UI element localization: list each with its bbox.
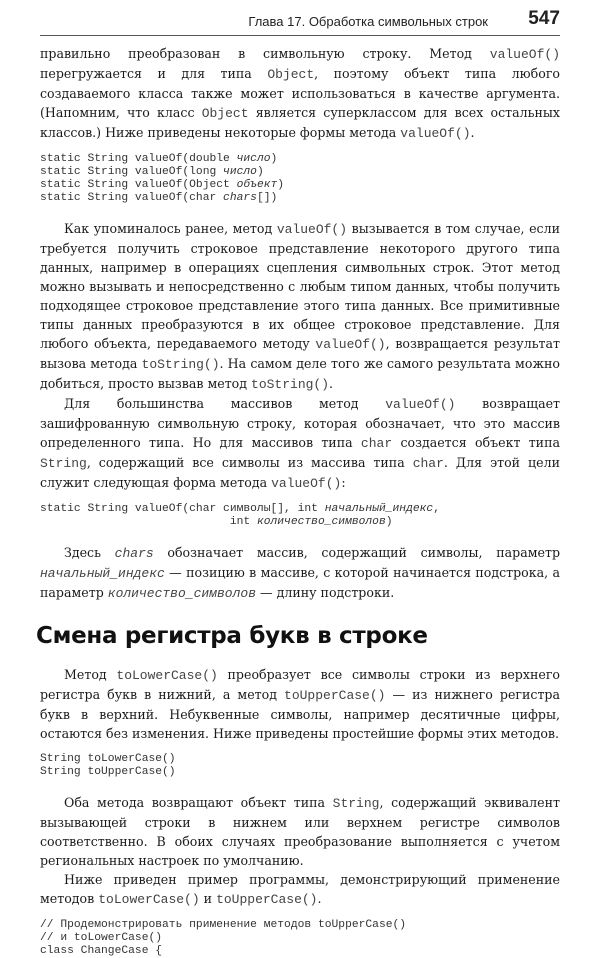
page-number: 547 (528, 8, 560, 29)
code-block-valueof-forms: static String valueOf(double число) static String valueOf(long число) static String valueOf(Object объект) static String valueOf(char chars[]) (40, 153, 285, 204)
inline-code: valueOf() (400, 126, 471, 141)
inline-code: valueOf() (315, 337, 386, 352)
running-header (40, 8, 560, 30)
code-block-case-methods: String toLowerCase() String toUpperCase() (40, 753, 176, 778)
inline-code: Object (201, 106, 249, 121)
inline-code: char (412, 456, 444, 471)
inline-code: String (40, 456, 87, 471)
inline-code: char (360, 436, 393, 451)
inline-param: начальный_индекс (40, 566, 165, 581)
paragraph: Метод toLowerCase() преобразует все символы строки из верхнего регистра букв в нижний, а метод toUpperCase() — из нижнего регистра букв в верхний. Небуквенные символы, например десятичные цифры, остаются без изменения. Ниже приведены простейшие формы этих методов. (40, 667, 560, 741)
paragraph: правильно преобразован в символьную строку. Метод valueOf() перегружается и для типа Object, поэтому объект типа любого создаваемого класса также может использоваться в качестве аргумента. (Напомним, что класс Object является суперклассом для всех остальных классов.) Ниже приведены некоторые формы метода valueOf(). (40, 46, 560, 141)
inline-param: количество_символов (107, 586, 256, 601)
inline-code: toString() (251, 377, 330, 392)
paragraph: Здесь chars обозначает массив, содержащий символы, параметр начальный_индекс — позицию в массиве, с которой начинается подстрока, а параметр количество_символов — длину подстроки. (40, 545, 561, 601)
code-block-valueof-char-array: static String valueOf(char символы[], int начальный_индекс, int количество_символов) (40, 503, 440, 528)
code-block-program: // Продемонстрировать применение методов toUpperCase() // и toLowerCase() class ChangeCase { (40, 919, 407, 957)
header-rule (40, 35, 560, 36)
inline-code: toLowerCase() (116, 668, 218, 683)
inline-code: valueOf() (385, 397, 456, 412)
paragraph: Для большинства массивов метод valueOf() возвращает зашифрованную символьную строку, которая обозначает, что это массив определенного типа. Но для массивов типа char создается объект типа String, содержащий все символы из массива типа char. Для этой цели служит следующая форма метода valueOf(): (40, 396, 561, 491)
inline-code: String (332, 796, 380, 811)
paragraph: Как упоминалось ранее, метод valueOf() вызывается в том случае, если требуется получить строковое представление некоторого другого типа данных, например в операциях сцепления символьных строк. Этот метод можно вызывать и непосредственно с любым типом данных, чтобы получить подходящее строковое представление этого типа данных. Все примитивные типы данных преобразуются в их общее строковое представление. Для любого объекта, передаваемого методу valueOf(), возвращается результат вызова метода toString(). На самом деле того же самого результата можно добиться, просто вызвав метод toString(). (40, 221, 560, 392)
paragraph: Оба метода возвращают объект типа String, содержащий эквивалент вызывающей строки в нижнем или верхнем регистре символов соответственно. В обоих случаях преобразование выполняется с учетом региональных настроек по умолчанию. (40, 795, 561, 868)
inline-code: toString() (141, 357, 220, 372)
inline-param: chars (114, 546, 154, 561)
inline-code: toUpperCase() (216, 892, 318, 907)
section-heading: Смена регистра букв в строке (36, 623, 428, 649)
inline-code: toLowerCase() (98, 892, 200, 907)
chapter-title: Глава 17. Обработка символьных строк (248, 14, 488, 29)
inline-code: toUpperCase() (284, 688, 386, 703)
inline-code: valueOf() (271, 476, 342, 491)
inline-code: valueOf() (276, 222, 348, 237)
paragraph: Ниже приведен пример программы, демонстрирующий применение методов toLowerCase() и toUpperCase(). (40, 872, 560, 907)
page-content (36, 44, 561, 958)
inline-code: valueOf() (489, 47, 560, 62)
inline-code: Object (267, 67, 315, 82)
